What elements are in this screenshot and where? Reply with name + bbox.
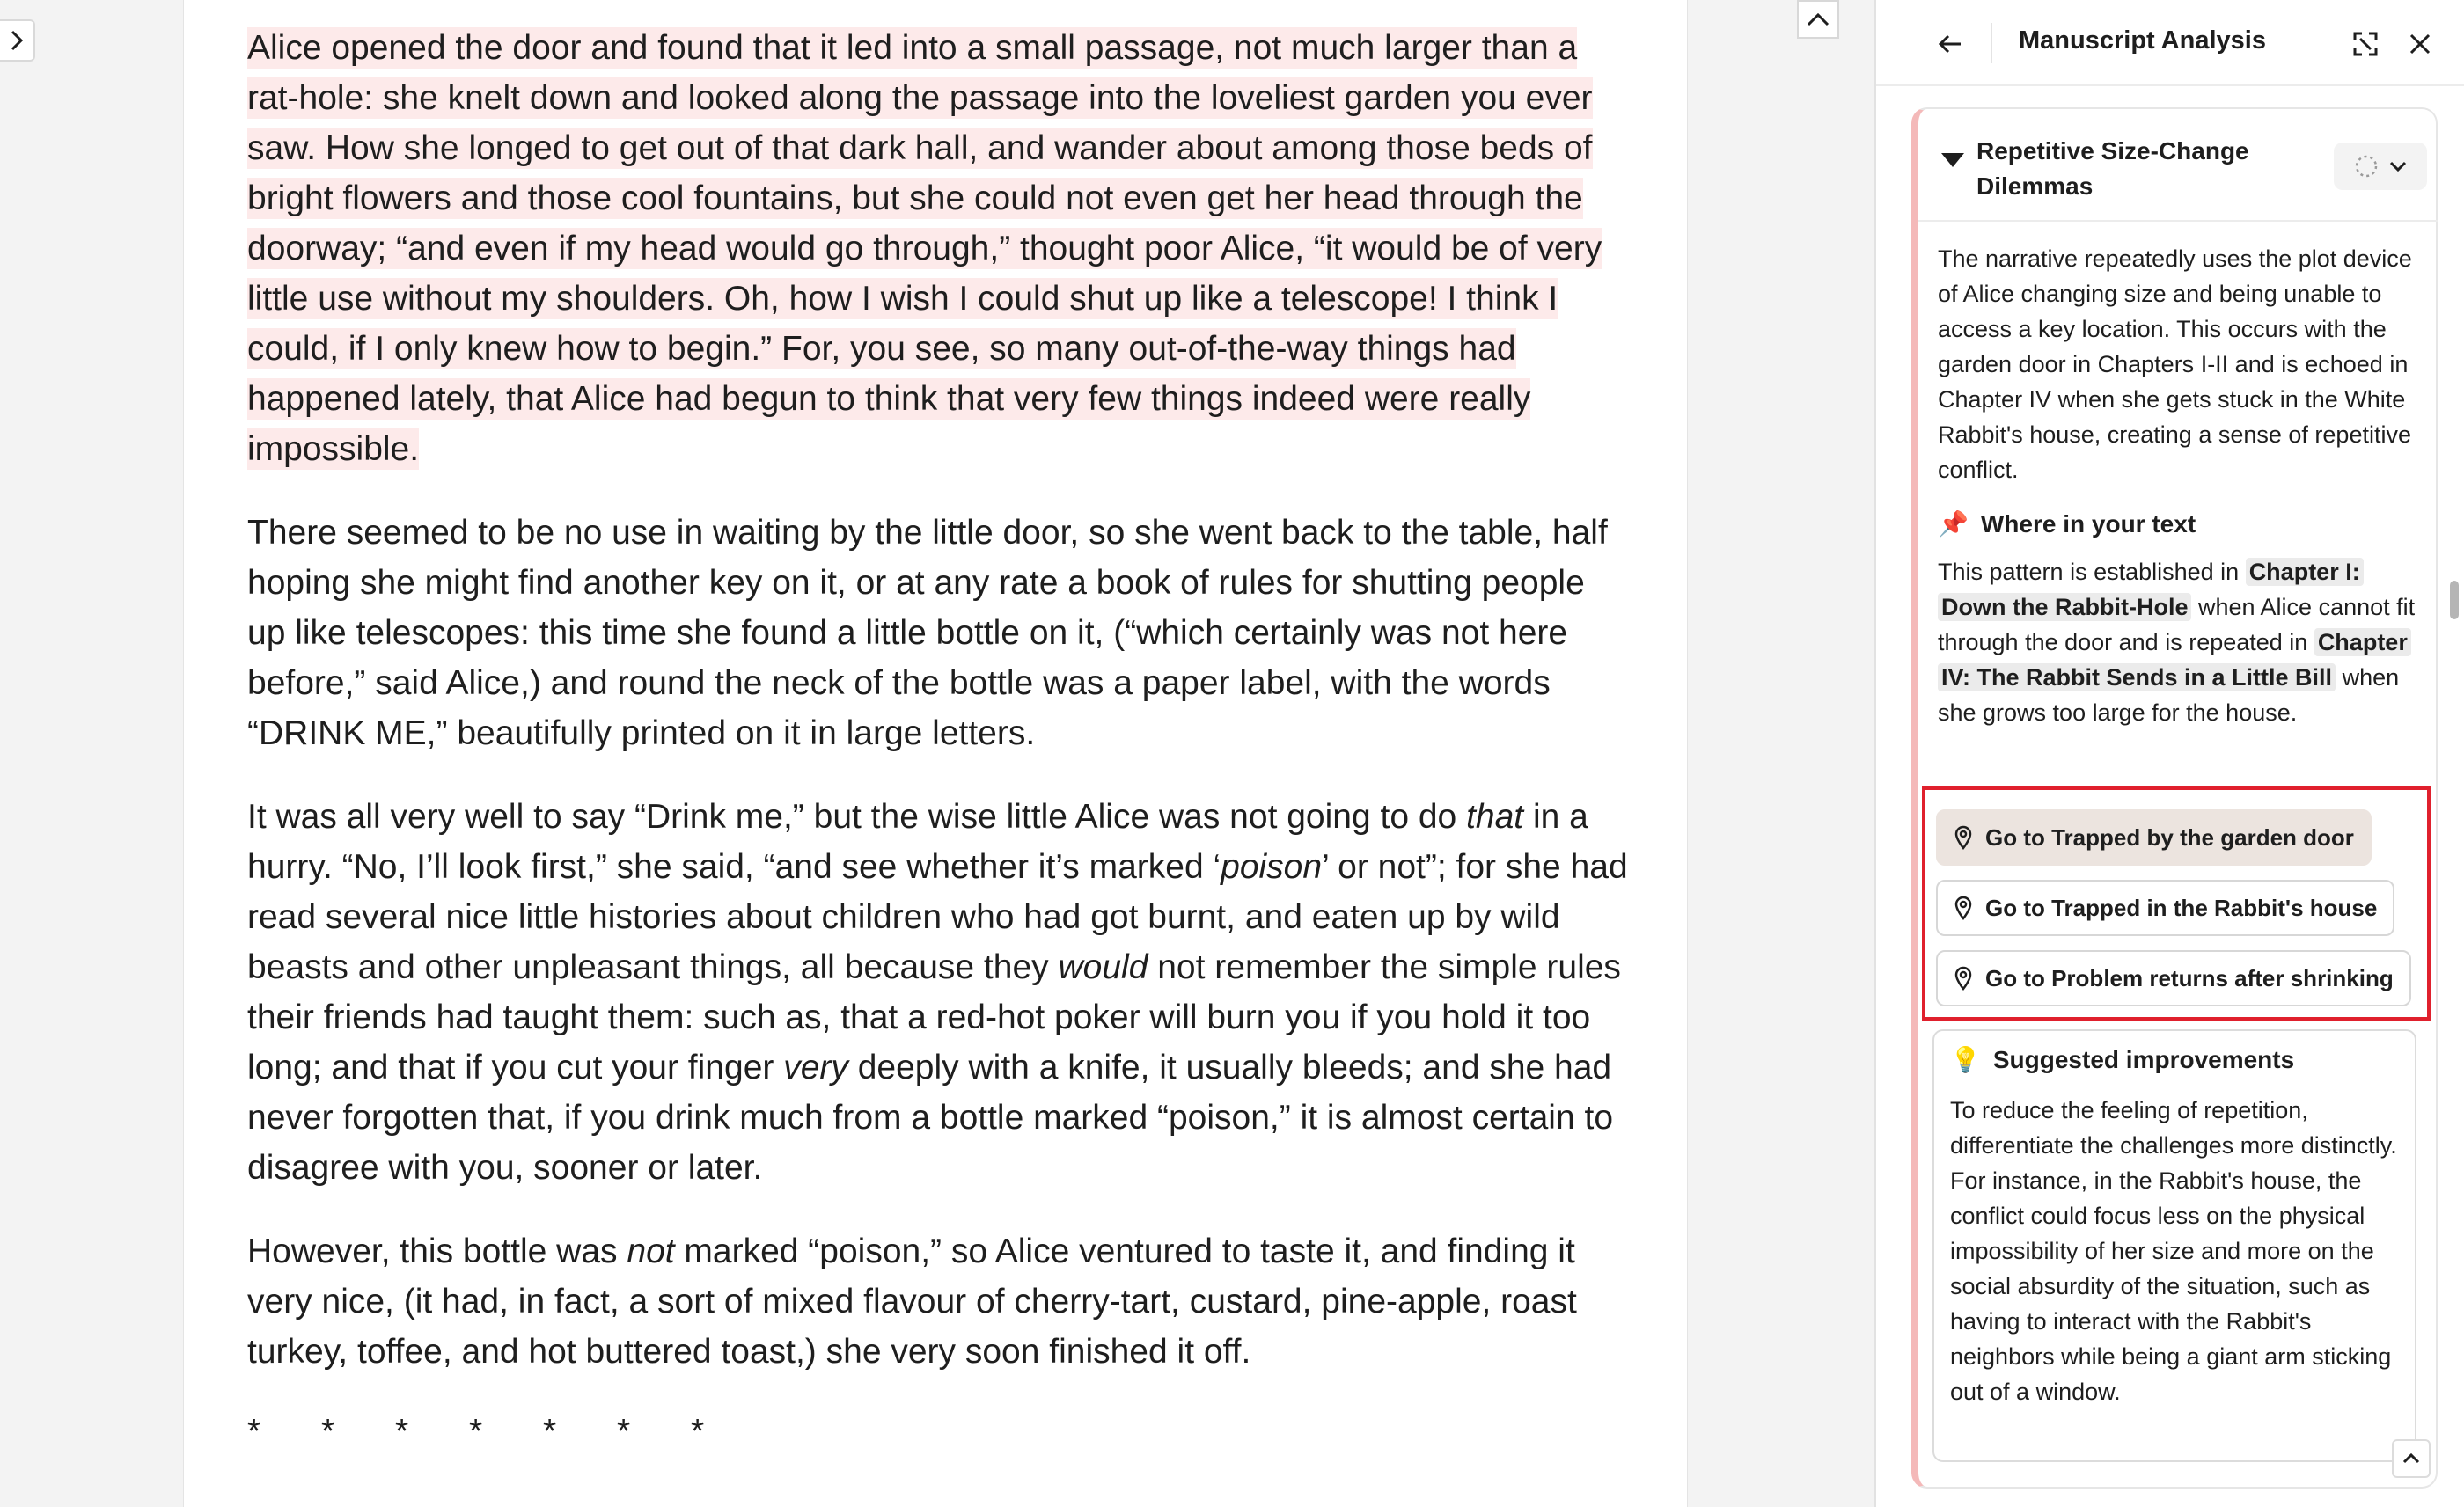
arrow-left-icon [1938, 33, 1962, 55]
chevron-right-icon [8, 28, 26, 53]
panel-scroll-top-button[interactable] [2392, 1439, 2431, 1478]
panel-header [1876, 0, 2464, 86]
document-paragraph [247, 23, 1629, 474]
paragraph-text: in a hurry. “No, I’ll look first,” she said, “and see whether it’s marked ‘ [247, 798, 1588, 886]
issue-title: Repetitive Size-Change Dilemmas [1976, 137, 2249, 200]
paragraph-text: ’ or not”; for she had read several nice little histories about children who had got burnt, and eaten up by wild beasts and other unpleasant things, all because they [247, 848, 1628, 986]
paragraph-text: not remember the simple rules their friends had taught them: such as, that a red-hot poker will burn you if you hold it too long; and that if you cut your finger [247, 948, 1621, 1086]
section-break-star: * [469, 1413, 483, 1451]
document-paragraph [247, 1226, 1629, 1377]
where-text [1938, 554, 2427, 730]
left-rail [0, 0, 183, 1507]
collapse-caret-icon[interactable] [1941, 153, 1964, 167]
document-text [247, 23, 1629, 1457]
section-break-star: * [617, 1413, 631, 1451]
section-break [247, 1407, 1629, 1457]
paragraph-text: Alice opened the door and found that it led into a small passage, not much larger than a rat-hole: she knelt down and looked along the passage into the loveliest garden you ever saw. How she longed to get out of that dark hall, and wander about among those beds of bright flowers and those cool fountains, but she could not even get her head through the doorway; “and even if my head would go through,” thought poor Alice, “it would be of very little use without my shoulders. Oh, how I wish I could shut up like a telescope! I think I could, if I only knew how to begin.” For, you see, so many out-of-the-way things had happened lately, that Alice had begun to think that very few things indeed were really impossible. [247, 29, 1602, 468]
expand-sidebar-button[interactable] [0, 19, 35, 62]
go-to-buttons-group [1922, 786, 2431, 1021]
suggest-heading-label: Suggested improvements [1992, 1045, 2295, 1073]
go-to-button-label: Go to Trapped by the garden door [1985, 823, 2354, 851]
document-paragraph [247, 792, 1629, 1193]
suggest-text: To reduce the feeling of repetition, differentiate the challenges more distinctly. For instance, in the Rabbit's house, the conflict could focus less on the physical impossibility of her size and more on the social absurdity of the situation, such as having to interact with the Rabbit's neighbors while being a giant arm sticking out of a window. [1950, 1097, 2397, 1405]
chevron-down-icon [2388, 160, 2408, 172]
section-break-star: * [321, 1413, 335, 1451]
go-to-button-label: Go to Problem returns after shrinking [1985, 964, 2394, 991]
go-to-button-label: Go to Trapped in the Rabbit's house [1985, 894, 2378, 921]
section-break-star: * [543, 1413, 557, 1451]
section-break-star: * [247, 1413, 261, 1451]
lightbulb-icon: 💡 [1950, 1046, 1981, 1073]
issue-header[interactable] [1918, 109, 2438, 222]
go-to-location-button[interactable] [1936, 880, 2394, 936]
chevron-up-icon [1806, 11, 1830, 27]
location-pin-icon [1954, 825, 1973, 850]
panel-scrollbar[interactable] [2450, 581, 2459, 619]
italic-text: very [783, 1049, 848, 1086]
document-paragraph [247, 508, 1629, 758]
pushpin-icon: 📌 [1938, 510, 1969, 538]
italic-text: poison [1221, 848, 1323, 886]
chevron-up-icon [2402, 1452, 2421, 1465]
close-icon [2409, 33, 2431, 55]
where-heading [1938, 507, 2427, 542]
location-pin-icon [1954, 896, 1973, 920]
section-break-star: * [395, 1413, 409, 1451]
where-text-segment: when she grows too large for the house. [1938, 664, 2400, 726]
suggestions-card [1932, 1029, 2416, 1462]
paragraph-text: However, this bottle was [247, 1233, 627, 1270]
paragraph-text: deeply with a knife, it usually bleeds; and she had never forgotten that, if you drink much from a bottle marked “poison,” it is almost certain to disagree with you, sooner or later. [247, 1049, 1614, 1187]
document-page [183, 0, 1688, 1507]
fullscreen-icon [2352, 31, 2379, 57]
where-text-segment: This pattern is established in [1938, 559, 2246, 585]
paragraph-text: There seemed to be no use in waiting by the little door, so she went back to the table, half hoping she might find another key on it, or at any rate a book of rules for shutting people up like telescopes: this time she found a little bottle on it, (“which certainly was not here before,” said Alice,) and round the neck of the bottle was a paper label, with the words “DRINK ME,” beautifully printed on it in large letters. [247, 514, 1608, 752]
paragraph-text: It was all very well to say “Drink me,” but the wise little Alice was not going to do [247, 798, 1467, 836]
italic-text: that [1466, 798, 1524, 836]
chapter-reference-chip[interactable]: Chapter I: Down the Rabbit-Hole [1938, 558, 2364, 621]
section-break-star: * [691, 1413, 705, 1451]
back-button[interactable] [1931, 25, 1969, 63]
location-pin-icon [1954, 966, 1973, 991]
loading-spinner-icon [2353, 153, 2380, 179]
close-panel-button[interactable] [2401, 25, 2439, 63]
header-divider [1991, 23, 1992, 63]
paragraph-text: marked “poison,” so Alice ventured to taste it, and finding it very nice, (it had, in fact, a sort of mixed flavour of cherry-tart, custard, pine-apple, roast turkey, toffee, and hot buttered toast,) she very soon finished it off. [247, 1233, 1577, 1371]
italic-text: not [627, 1233, 675, 1270]
suggest-heading [1950, 1045, 2294, 1074]
document-gutter [1688, 0, 1874, 1507]
highlighted-passage[interactable] [247, 27, 1602, 470]
where-text-segment: when Alice cannot fit through the door and is repeated in [1938, 594, 2416, 655]
issue-body [1938, 241, 2427, 730]
go-to-location-button[interactable] [1936, 809, 2372, 866]
italic-text: would [1058, 948, 1148, 986]
panel-title: Manuscript Analysis [2019, 26, 2266, 55]
where-heading-label: Where in your text [1980, 510, 2196, 538]
issue-description: The narrative repeatedly uses the plot device of Alice changing size and being unable to access a key location. This occurs with the garden door in Chapters I-II and is echoed in Chapter IV when she gets stuck in the White Rabbit's house, creating a sense of repetitive conflict. [1938, 245, 2412, 483]
go-to-location-button[interactable] [1936, 950, 2411, 1006]
expand-panel-button[interactable] [2346, 25, 2385, 63]
chapter-reference-chip[interactable]: Chapter IV: The Rabbit Sends in a Little Bill [1938, 628, 2411, 691]
issue-options-button[interactable] [2334, 143, 2427, 190]
scroll-up-button[interactable] [1797, 0, 1839, 39]
